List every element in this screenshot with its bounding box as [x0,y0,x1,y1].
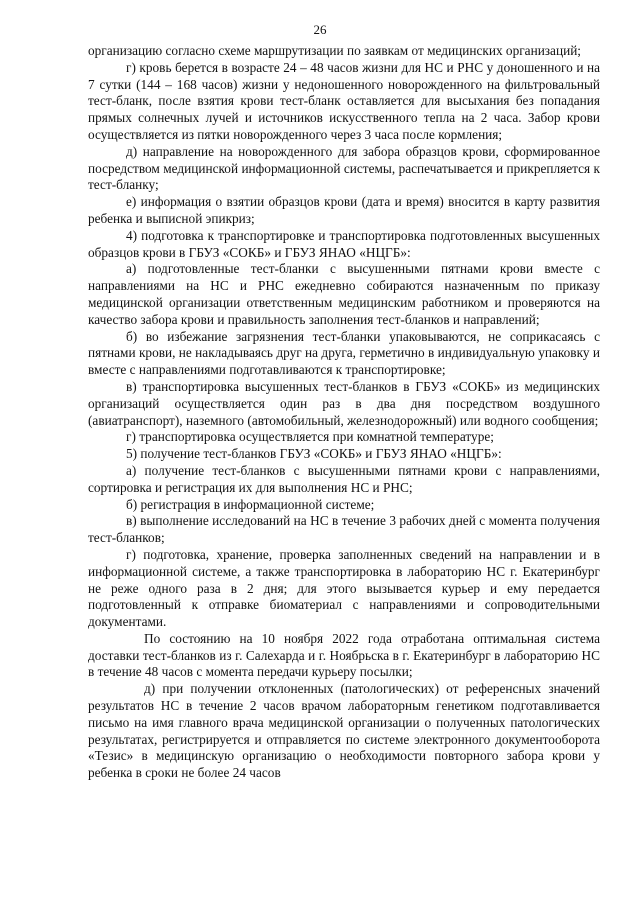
paragraph: 5) получение тест-бланков ГБУЗ «СОКБ» и ГБУЗ ЯНАО «НЦГБ»: [126,446,502,462]
paragraph: е) информация о взятии образцов крови (дата и время) вносится в карту развития ребенка и выписной эпикриз; [88,194,600,226]
paragraph: б) регистрация в информационной системе; [126,496,375,512]
document-body [88,43,600,782]
paragraph: а) получение тест-бланков с высушенными пятнами крови с направлениями, сортировка и регистрация их для выполнения НС и РНС; [88,462,600,495]
paragraph: г) кровь берется в возрасте 24 – 48 часов жизни для НС и РНС у доношенного и на 7 сутки (144 – 168 часов) жизни у недоношенного новорожденного на фильтровальный тест-бланк, после взятия крови тест-бланк оставляется для высыхания без попадания прямых солнечных лучей и источников искусственного тепла на 2 часа. Забор крови осуществляется из пятки новорожденного через 3 часа после кормления; [88,59,600,142]
paragraph: д) направление на новорожденного для забора образцов крови, сформированное посредством медицинской информационной системы, распечатывается и прикрепляется к тест-бланку; [88,143,600,193]
paragraph: а) подготовленные тест-бланки с высушенными пятнами крови вместе с направлениями на НС и РНС ежедневно собираются назначенным по приказу медицинской организации ответственным медицинским работником и проверяются на качество забора крови и правильность заполнения тест-бланков и направлений; [88,261,600,327]
paragraph: По состоянию на 10 ноября 2022 года отработана оптимальная система доставки тест-бланков из г. Салехарда и г. Ноябрьска в г. Екатеринбург в лабораторию НС в течение 48 часов с момента передачи курьеру посылки; [88,630,600,680]
paragraph: г) транспортировка осуществляется при комнатной температуре; [126,429,494,445]
paragraph: 4) подготовка к транспортировке и транспортировка подготовленных высушенных образцов крови в ГБУЗ «СОКБ» и ГБУЗ ЯНАО «НЦГБ»: [88,227,600,260]
paragraph: организацию согласно схеме маршрутизации по заявкам от медицинских организаций; [88,43,582,58]
paragraph: в) транспортировка высушенных тест-бланков в ГБУЗ «СОКБ» из медицинских организаций осуществляется один раз в два дня посредством воздушного (авиатранспорт), наземного (автомобильный, железнодорожный) или водного сообщения; [88,378,600,428]
page-number: 26 [313,22,327,37]
paragraph: б) во избежание загрязнения тест-бланки упаковываются, не соприкасаясь с пятнами крови, не накладываясь друг на друга, герметично в индивидуальную упаковку и вместе с направлениями подготавливаются к транспортировке; [88,328,600,378]
paragraph: д) при получении отклоненных (патологических) от референсных значений результатов НС в течение 2 часов врачом лабораторным генетиком подготавливается письмо на имя главного врача медицинской организации о полученных патологических результатах, регистрируется и отправляется по системе электронного документооборота «Тезис» в медицинскую организацию о необходимости повторного забора крови у ребенка в сроки не более 24 часов [88,681,600,781]
paragraph: в) выполнение исследований на НС в течение 3 рабочих дней с момента получения тест-бланков; [88,513,600,546]
paragraph: г) подготовка, хранение, проверка заполненных сведений на направлении и в информационной системе, а также транспортировка в лабораторию НС г. Екатеринбург не реже одного раза в 2 дня; для этого вызывается курьер и ему передается подготовленный к отправке биоматериал с направлениями и сопроводительными документами. [88,546,600,630]
